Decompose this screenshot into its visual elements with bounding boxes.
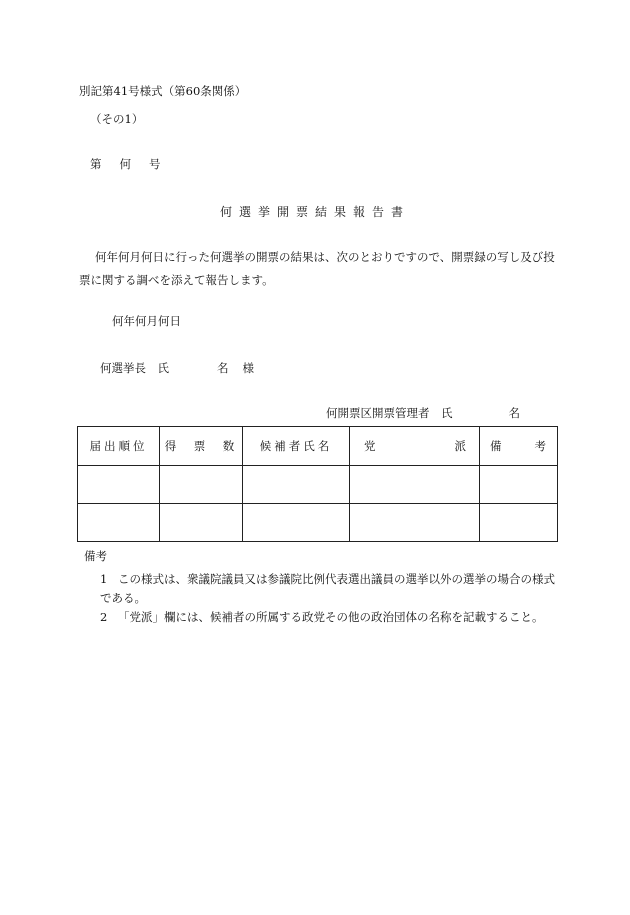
addressee-name: 何選挙長 氏 xyxy=(100,361,169,375)
notes-heading: 備考 xyxy=(84,549,107,563)
cell-remarks xyxy=(480,466,558,504)
table-header-row xyxy=(78,427,558,466)
note-number: 2 xyxy=(100,610,108,624)
doc-number-go: 号 xyxy=(149,157,163,171)
header-remarks-left: 備 xyxy=(490,439,505,453)
note-text: 「党派」欄には、候補者の所属する政党その他の政治団体の名称を記載すること。 xyxy=(118,610,544,624)
cell-rank xyxy=(78,504,160,542)
report-date: 何年何月何日 xyxy=(112,314,181,328)
header-party xyxy=(350,427,480,466)
cell-votes xyxy=(160,466,243,504)
cell-votes xyxy=(160,504,243,542)
note-text: この様式は、衆議院議員又は参議院比例代表選出議員の選挙以外の選挙の場合の様式である。 xyxy=(100,572,555,605)
header-party-left: 党 xyxy=(364,439,379,453)
body-text: 何年何月何日に行った何選挙の開票の結果は、次のとおりですので、開票録の写し及び投票に関する調べを添えて報告します。 xyxy=(79,250,555,287)
addressee-name2: 名 xyxy=(217,361,229,375)
result-table xyxy=(77,426,558,542)
header-remarks-right: 考 xyxy=(534,439,549,453)
header-votes: 得 票 数 xyxy=(160,427,243,466)
table-row xyxy=(78,466,558,504)
cell-rank xyxy=(78,466,160,504)
doc-number-nani: 何 xyxy=(119,157,133,171)
note-item xyxy=(100,570,560,608)
header-candidate: 候補者氏名 xyxy=(243,427,350,466)
header-rank: 届出順位 xyxy=(78,427,160,466)
cell-party xyxy=(350,466,480,504)
document-number xyxy=(90,156,179,172)
note-number: 1 xyxy=(100,572,108,586)
document-title: 何選挙開票結果報告書 xyxy=(219,205,410,219)
doc-number-dai: 第 xyxy=(90,157,104,171)
cell-remarks xyxy=(480,504,558,542)
addressee-honorific: 様 xyxy=(242,361,254,375)
header-remarks xyxy=(480,427,558,466)
cell-candidate xyxy=(243,504,350,542)
addressee xyxy=(100,360,254,376)
sender-name2: 名 xyxy=(508,406,520,420)
cell-party xyxy=(350,504,480,542)
note-item xyxy=(100,608,560,627)
sender xyxy=(326,405,520,421)
form-label: 別記第41号様式（第60条関係） xyxy=(79,84,247,98)
form-subtitle: （その1） xyxy=(90,112,144,126)
table-row xyxy=(78,504,558,542)
sender-title: 何開票区開票管理者 氏 xyxy=(326,406,453,420)
header-party-right: 派 xyxy=(454,439,469,453)
cell-candidate xyxy=(243,466,350,504)
